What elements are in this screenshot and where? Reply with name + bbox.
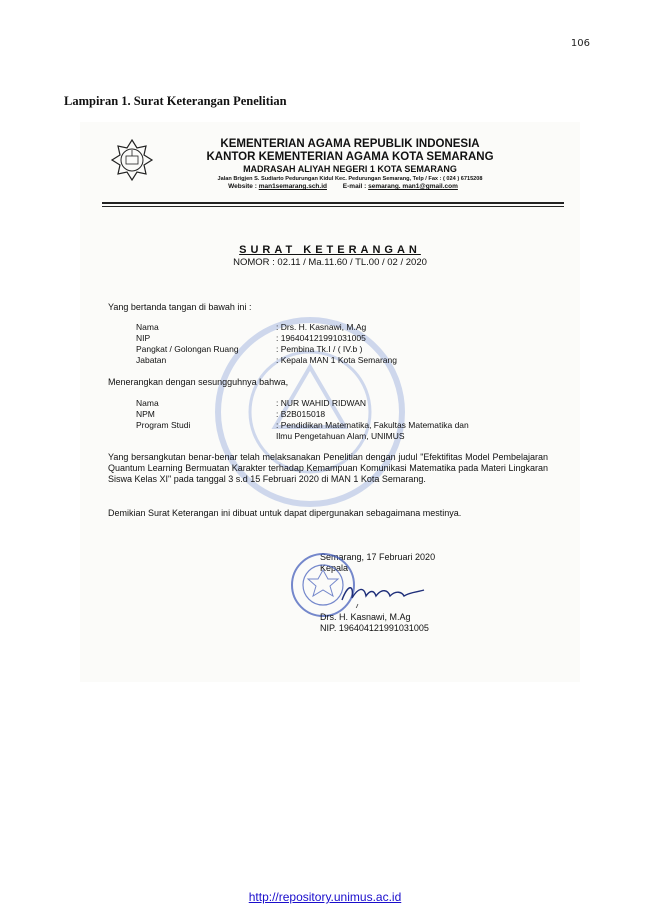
scanned-letter <box>80 122 580 682</box>
field-value: : Kepala MAN 1 Kota Semarang <box>276 355 397 365</box>
letterhead <box>170 138 530 191</box>
signer-field-row <box>136 344 506 355</box>
field-value: : Pembina Tk.I / ( IV.b ) <box>276 344 363 354</box>
repository-link[interactable]: http://repository.unimus.ac.id <box>248 890 402 904</box>
letter-title: SURAT KETERANGAN <box>239 244 421 256</box>
field-label: Pangkat / Golongan Ruang <box>136 344 239 354</box>
student-field-row <box>136 409 506 420</box>
letterhead-ministry: KEMENTERIAN AGAMA REPUBLIK INDONESIA <box>220 138 480 150</box>
signer-nip: NIP. 196404121991031005 <box>320 623 429 633</box>
signer-field-row <box>136 355 506 366</box>
letter-closing: Demikian Surat Keterangan ini dibuat untuk dapat dipergunakan sebagaimana mestinya. <box>108 508 462 518</box>
field-label: Nama <box>136 398 159 408</box>
letter-paragraph: Yang bersangkutan benar-benar telah melaksanakan Penelitian dengan judul "Efektifitas Model Pembelajaran Quantum Learning Bermuatan Karakter terhadap Kemampuan Komunikasi Matematika pada Materi Lingkaran Siswa Kelas XI" pada tanggal 3 s.d 15 Februari 2020 di MAN 1 Kota Semarang. <box>108 452 548 484</box>
field-value: : Pendidikan Matematika, Fakultas Matematika dan <box>276 420 469 430</box>
letterhead-office: KANTOR KEMENTERIAN AGAMA KOTA SEMARANG <box>206 151 494 163</box>
letter-intro: Yang bertanda tangan di bawah ini : <box>108 302 252 312</box>
letterhead-school: MADRASAH ALIYAH NEGERI 1 KOTA SEMARANG <box>243 164 457 174</box>
field-label: Program Studi <box>136 420 191 430</box>
place-date: Semarang, 17 Februari 2020 <box>320 552 436 562</box>
website-link: man1semarang.sch.id <box>258 183 327 190</box>
field-value: : 196404121991031005 <box>276 333 366 343</box>
student-field-row <box>136 431 506 442</box>
website-label: Website : <box>228 183 259 190</box>
field-value: : NUR WAHID RIDWAN <box>276 398 367 408</box>
field-label: Jabatan <box>136 355 167 365</box>
field-label: Nama <box>136 322 159 332</box>
student-field-row <box>136 420 506 431</box>
email-link: semarang. man1@gmail.com <box>368 183 458 190</box>
letter-number: NOMOR : 02.11 / Ma.11.60 / TL.00 / 02 / 2020 <box>233 257 427 268</box>
email-label: E-mail : <box>342 183 369 190</box>
signature-icon <box>338 580 428 608</box>
field-label <box>136 431 276 442</box>
field-value: : B2B015018 <box>276 409 326 419</box>
field-label: NPM <box>136 409 155 419</box>
attachment-title: Lampiran 1. Surat Keterangan Penelitian <box>64 94 287 108</box>
signer-position: Kepala <box>320 563 349 573</box>
page-number: 106 <box>570 38 590 49</box>
student-field-row <box>136 398 506 409</box>
signer-field-row <box>136 333 506 344</box>
field-value: Ilmu Pengetahuan Alam, UNIMUS <box>276 431 405 441</box>
letterhead-rule <box>102 202 564 207</box>
ministry-emblem-icon <box>110 138 154 182</box>
field-value: : Drs. H. Kasnawi, M.Ag <box>276 322 367 332</box>
signer-field-row <box>136 322 506 333</box>
letterhead-address: Jalan Brigjen S. Sudiarto Pedurungan Kidul Kec. Pedurungan Semarang, Telp / Fax : ( 024 ) 6715208 <box>217 176 483 182</box>
signer-name: Drs. H. Kasnawi, M.Ag <box>320 612 411 622</box>
field-label: NIP <box>136 333 151 343</box>
letter-statement: Menerangkan dengan sesungguhnya bahwa, <box>108 377 289 387</box>
letterhead-contacts <box>170 183 530 191</box>
